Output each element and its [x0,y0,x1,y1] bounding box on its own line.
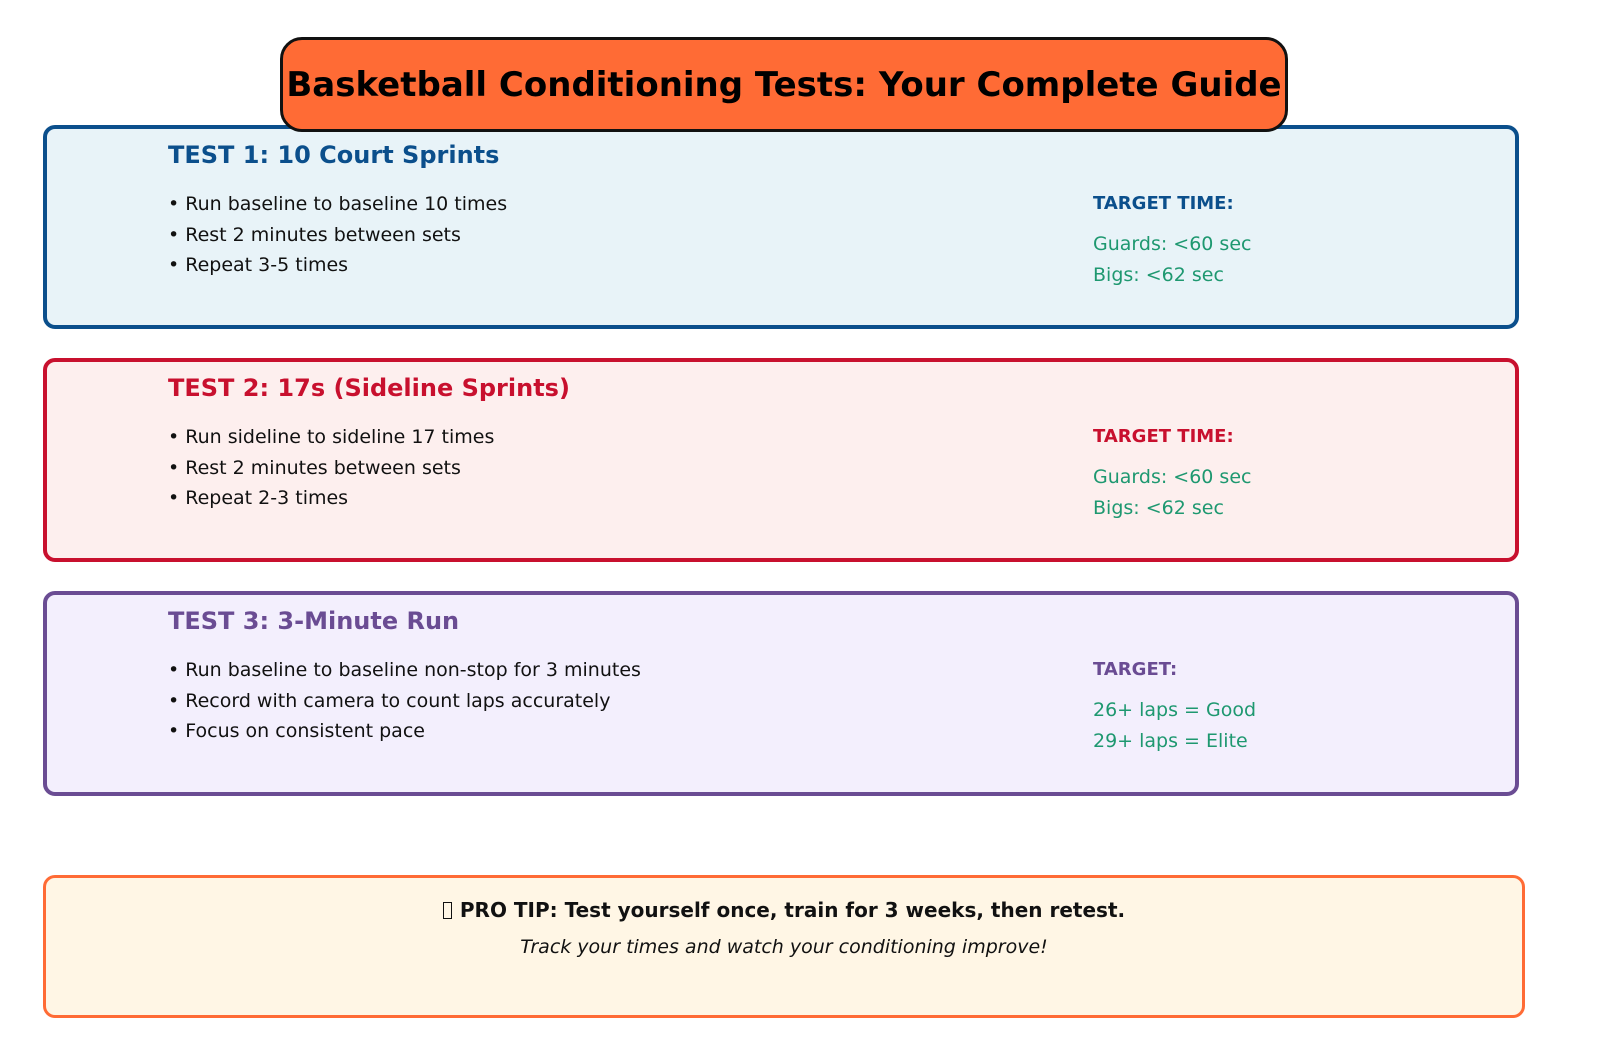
lightbulb-icon [443,902,452,919]
bullet-item: • Repeat 3-5 times [168,254,349,276]
target-value: 26+ laps = Good [1093,699,1257,721]
pro-tip-text: PRO TIP: Test yourself once, train for 3 weeks, then retest. [459,898,1126,922]
target-section [1093,422,1251,523]
target-section [1093,189,1251,290]
test-bullets [168,655,641,747]
pro-tip-line [46,898,1522,922]
test-card-3 [43,591,1519,796]
test-heading: TEST 1: 10 Court Sprints [168,141,500,169]
target-label: TARGET TIME: [1093,426,1234,447]
test-bullets [168,189,507,281]
target-section [1093,655,1256,756]
test-bullets [168,422,494,514]
target-label: TARGET: [1093,659,1178,680]
target-value: Guards: <60 sec [1093,233,1252,255]
bullet-item: • Run baseline to baseline 10 times [168,193,508,215]
target-value: Guards: <60 sec [1093,466,1252,488]
bullet-item: • Run sideline to sideline 17 times [168,426,495,448]
test-heading: TEST 2: 17s (Sideline Sprints) [168,374,570,402]
target-value: Bigs: <62 sec [1093,496,1224,519]
bullet-item: • Focus on consistent pace [168,720,425,742]
target-value: 29+ laps = Elite [1093,729,1248,752]
test-card-2 [43,358,1519,562]
page-title: Basketball Conditioning Tests: Your Complete Guide [280,37,1288,132]
pro-tip-box [43,875,1525,1018]
test-card-1 [43,125,1519,329]
bullet-item: • Record with camera to count laps accurately [168,689,611,712]
bullet-item: • Repeat 2-3 times [168,487,349,509]
bullet-item: • Rest 2 minutes between sets [168,223,461,246]
target-label: TARGET TIME: [1093,193,1234,214]
pro-tip-subtext: Track your times and watch your conditioning improve! [520,936,1048,958]
bullet-item: • Run baseline to baseline non-stop for 3 minutes [168,659,641,681]
bullet-item: • Rest 2 minutes between sets [168,456,461,479]
test-heading: TEST 3: 3-Minute Run [168,607,460,635]
target-value: Bigs: <62 sec [1093,263,1224,286]
